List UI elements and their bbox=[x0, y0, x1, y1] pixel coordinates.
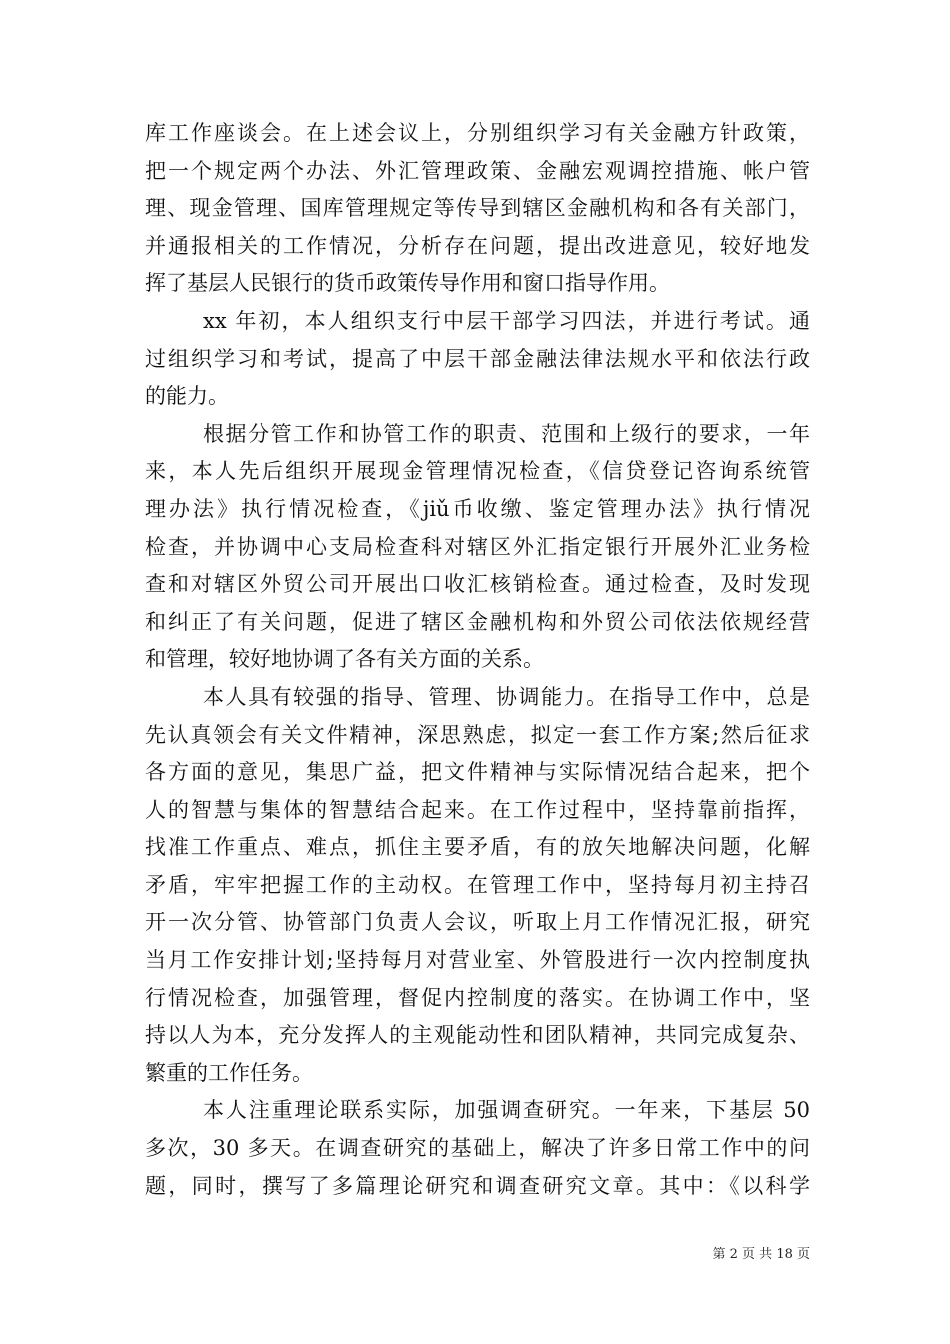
text-line: 先认真领会有关文件精神，深思熟虑，拟定一套工作方案;然后征求 bbox=[145, 722, 810, 747]
text-line: 持以人为本，充分发挥人的主观能动性和团队精神，共同完成复杂、 bbox=[145, 1023, 810, 1048]
document-body bbox=[145, 115, 810, 1205]
text-line: 繁重的工作任务。 bbox=[145, 1060, 313, 1085]
paragraph bbox=[145, 416, 810, 679]
text-line: 根据分管工作和协管工作的职责、范围和上级行的要求，一年 bbox=[203, 421, 810, 446]
text-line: 题，同时，撰写了多篇理论研究和调查研究文章。其中：《以科学 bbox=[145, 1173, 810, 1198]
text-line: 并通报相关的工作情况，分析存在问题，提出改进意见，较好地发 bbox=[145, 233, 810, 258]
paragraph bbox=[145, 1092, 810, 1205]
paragraph bbox=[145, 115, 810, 303]
paragraph bbox=[145, 679, 810, 1093]
text-line: 和管理，较好地协调了各有关方面的关系。 bbox=[145, 647, 544, 672]
text-line: 行情况检查，加强管理，督促内控制度的落实。在协调工作中，坚 bbox=[145, 985, 810, 1010]
page-number: 第 2 页 共 18 页 bbox=[712, 1247, 810, 1262]
text-line: 理、现金管理、国库管理规定等传导到辖区金融机构和各有关部门， bbox=[145, 196, 810, 221]
text-line: 当月工作安排计划;坚持每月对营业室、外管股进行一次内控制度执 bbox=[145, 948, 810, 973]
paragraph bbox=[145, 303, 810, 416]
text-line: xx 年初，本人组织支行中层干部学习四法，并进行考试。通 bbox=[203, 308, 810, 333]
text-line: 开一次分管、协管部门负责人会议，听取上月工作情况汇报，研究 bbox=[145, 910, 810, 935]
text-line: 过组织学习和考试，提高了中层干部金融法律法规水平和依法行政 bbox=[145, 346, 810, 371]
text-line: 多次，30 多天。在调查研究的基础上，解决了许多日常工作中的问 bbox=[145, 1136, 810, 1161]
text-line: 找准工作重点、难点，抓住主要矛盾，有的放矢地解决问题，化解 bbox=[145, 835, 810, 860]
text-line: 理办法》执行情况检查，《jiǔ币收缴、鉴定管理办法》执行情况 bbox=[145, 496, 810, 521]
text-line: 和纠正了有关问题，促进了辖区金融机构和外贸公司依法依规经营 bbox=[145, 609, 810, 634]
text-line: 来，本人先后组织开展现金管理情况检查，《信贷登记咨询系统管 bbox=[145, 459, 810, 484]
text-line: 本人具有较强的指导、管理、协调能力。在指导工作中，总是 bbox=[203, 684, 810, 709]
text-line: 挥了基层人民银行的货币政策传导作用和窗口指导作用。 bbox=[145, 271, 670, 296]
text-line: 人的智慧与集体的智慧结合起来。在工作过程中，坚持靠前指挥， bbox=[145, 797, 810, 822]
text-line: 的能力。 bbox=[145, 384, 229, 409]
text-line: 查和对辖区外贸公司开展出口收汇核销检查。通过检查，及时发现 bbox=[145, 572, 810, 597]
text-line: 各方面的意见，集思广益，把文件精神与实际情况结合起来，把个 bbox=[145, 760, 810, 785]
text-line: 矛盾，牢牢把握工作的主动权。在管理工作中，坚持每月初主持召 bbox=[145, 872, 810, 897]
text-line: 本人注重理论联系实际，加强调查研究。一年来，下基层 50 bbox=[203, 1098, 810, 1123]
text-line: 检查，并协调中心支局检查科对辖区外汇指定银行开展外汇业务检 bbox=[145, 534, 810, 559]
text-line: 库工作座谈会。在上述会议上，分别组织学习有关金融方针政策， bbox=[145, 121, 810, 145]
text-line: 把一个规定两个办法、外汇管理政策、金融宏观调控措施、帐户管 bbox=[145, 158, 810, 183]
